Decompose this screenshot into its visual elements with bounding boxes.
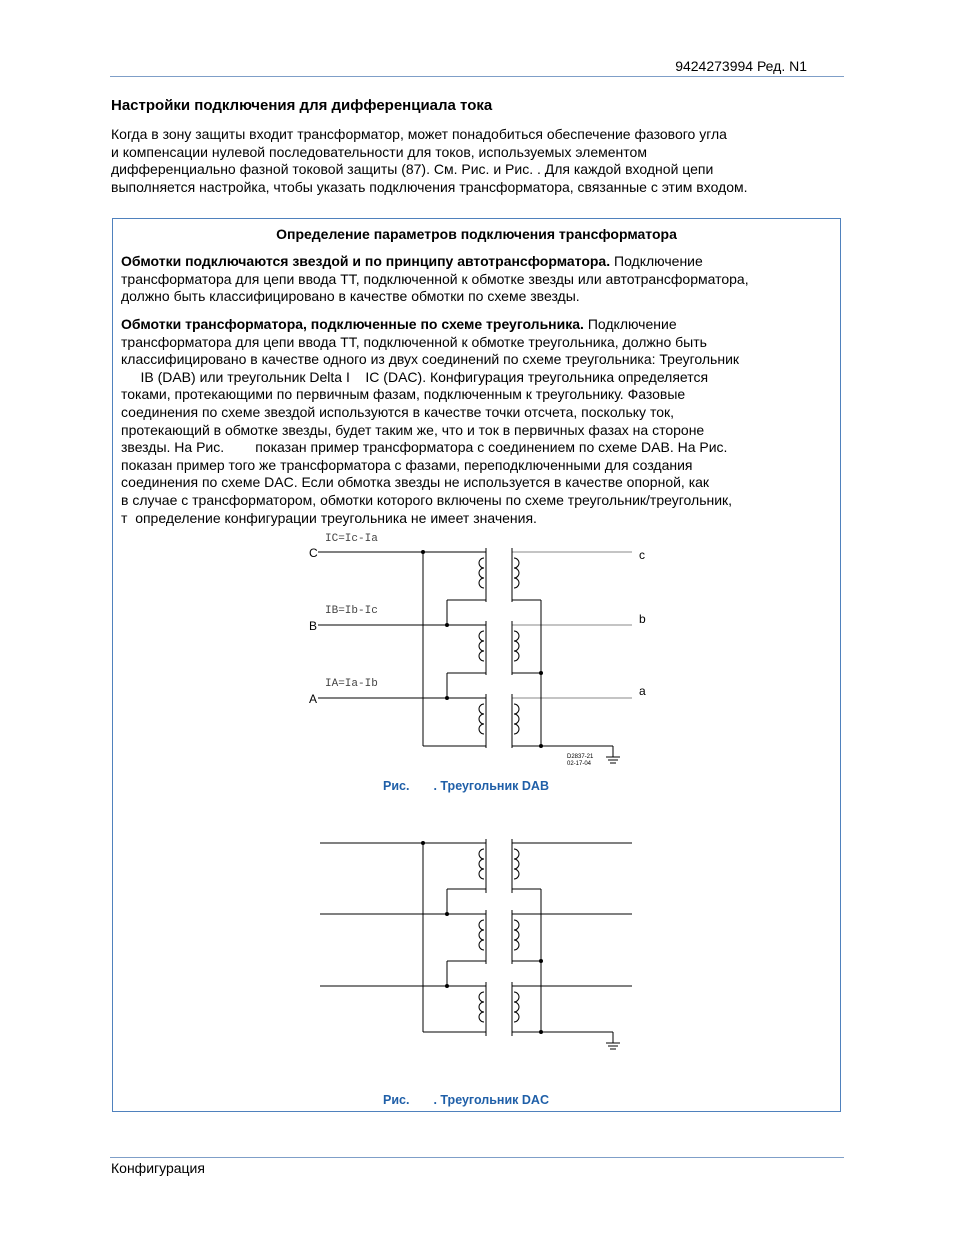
delta-paragraph-line: трансформатора для цепи ввода ТТ, подключенной к обмотке треугольника, должно быть <box>121 333 707 350</box>
figure1-caption-text: . Треугольник DAB <box>433 779 549 793</box>
figure2-caption <box>383 1093 549 1107</box>
delta-paragraph-line: токами, протекающими по первичным фазам, подключенным к треугольнику. Фазовые <box>121 386 686 403</box>
current-label-IB: IB=Ib-Ic <box>325 605 378 617</box>
delta-paragraph-line: показан пример того же трансформатора с фазами, переподключенными для создания <box>121 456 693 473</box>
current-label-IC: IC=Ic-Ia <box>325 533 378 545</box>
delta-paragraph-rest: Подключение <box>583 316 677 332</box>
delta-paragraph-line: т определение конфигурации треугольника не имеет значения. <box>121 509 537 526</box>
section-heading: Настройки подключения для дифференциала тока <box>111 97 493 114</box>
wye-paragraph-line: трансформатора для цепи ввода ТТ, подключенной к обмотке звезды или автотрансформатора, <box>121 270 749 287</box>
intro-line: выполняется настройка, чтобы указать подключения трансформатора, связанные с этим входом. <box>111 178 748 195</box>
delta-paragraph-lead: Обмотки трансформатора, подключенные по схеме треугольника. <box>121 316 584 332</box>
current-label-IA: IA=Ia-Ib <box>325 678 378 690</box>
phase-label-a: a <box>639 684 646 698</box>
phase-label-A: A <box>309 692 318 706</box>
delta-paragraph-line: классифицировано в качестве одного из двух соединений по схеме треугольника: Треугольник <box>121 351 740 368</box>
phase-label-b: b <box>639 612 646 626</box>
delta-paragraph-line: звезды. На Рис. показан пример трансформатора с соединением по схеме DAB. На Рис. <box>121 439 728 456</box>
delta-paragraph-line: соединения по схеме звездой используются в качестве точки отсчета, поскольку ток, <box>121 403 674 420</box>
delta-paragraph-line: IB (DAB) или треугольник Delta I IC (DAC). Конфигурация треугольника определяется <box>121 368 709 385</box>
intro-line: и компенсации нулевой последовательности для токов, используемых элементом <box>111 143 647 160</box>
intro-line: Когда в зону защиты входит трансформатор, может понадобиться обеспечение фазового угла <box>111 126 727 142</box>
footer-section-name: Конфигурация <box>111 1160 205 1176</box>
document-reference: 9424273994 Ред. N1 <box>675 58 807 74</box>
figure2-caption-prefix: Рис. <box>383 1093 410 1107</box>
figure2-caption-text: . Треугольник DAC <box>433 1093 549 1107</box>
delta-paragraph-line: протекающий в обмотке звезды, будет таким же, что и ток в первичных фазах на стороне <box>121 421 705 438</box>
box-title: Определение параметров подключения трансформатора <box>276 226 677 242</box>
delta-paragraph-line: в случае с трансформатором, обмотки которого включены по схеме треугольник/треугольник, <box>121 491 733 508</box>
phase-label-B: B <box>309 619 318 633</box>
delta-paragraph-line: соединения по схеме DAC. Если обмотка звезды не используется в качестве опорной, как <box>121 474 710 491</box>
footer-rule <box>110 1157 844 1158</box>
intro-line: дифференциально фазной токовой защиты (87). См. Рис. и Рис. . Для каждой входной цепи <box>111 161 714 177</box>
phase-label-c: c <box>639 548 645 562</box>
wye-paragraph-line: должно быть классифицировано в качестве обмотки по схеме звезды. <box>121 288 580 305</box>
wye-paragraph-rest: Подключение <box>610 253 703 269</box>
drawing-number: D2837-21 <box>567 754 594 760</box>
drawing-date: 02-17-04 <box>567 761 592 767</box>
figure1-caption-prefix: Рис. <box>383 779 410 793</box>
wye-paragraph-lead: Обмотки подключаются звездой и по принципу автотрансформатора. <box>121 253 611 269</box>
phase-label-C: C <box>309 546 318 560</box>
